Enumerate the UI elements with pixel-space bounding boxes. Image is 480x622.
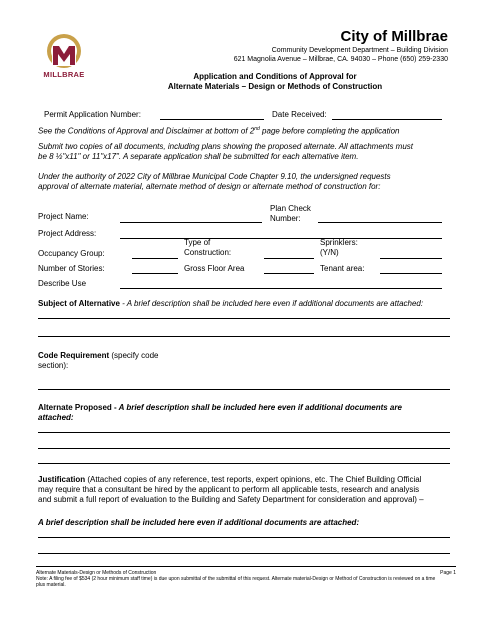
describe-use-label: Describe Use	[38, 279, 87, 288]
plan-check-label-1: Plan Check	[270, 204, 311, 213]
subject-bold: Subject of Alternative	[38, 299, 120, 308]
sprinklers-label-1: Sprinklers:	[320, 238, 358, 247]
authority-text-1: Under the authority of 2022 City of Millbrae Municipal Code Chapter 9.10, the undersigned requests	[38, 172, 391, 181]
code-bold: Code Requirement	[38, 351, 110, 360]
describe-use-field[interactable]	[120, 288, 442, 289]
alternate-proposed-line2: attached:	[38, 413, 74, 422]
alt-italic: A brief description shall be included here even if additional documents are	[116, 403, 402, 412]
justification-line3: and submit a full report of evaluation to the Building and Safety Department for consideration and approval) –	[38, 495, 424, 504]
subject-rest: - A brief description shall be included here even if additional documents are attached:	[119, 299, 424, 308]
tenant-area-label: Tenant area:	[320, 264, 365, 273]
city-title: City of Millbrae	[340, 28, 448, 45]
form-title-line2: Alternate Materials – Design or Methods of Construction	[167, 82, 383, 91]
project-name-label: Project Name:	[38, 212, 89, 221]
justification-heading	[38, 475, 421, 485]
brief-description-heading: A brief description shall be included here even if additional documents are attached:	[38, 518, 360, 527]
just-rest: (Attached copies of any reference, test reports, expert opinions, etc. The Chief Building Official	[85, 475, 422, 484]
see-conditions-text: See the Conditions of Approval and Disclaimer at bottom of 2	[38, 126, 255, 136]
just-bold: Justification	[38, 475, 86, 484]
number-of-stories-field[interactable]	[132, 273, 178, 274]
department-name: Community Development Department – Building Division	[271, 47, 448, 54]
gross-floor-area-label: Gross Floor Area	[184, 264, 245, 273]
project-address-label: Project Address:	[38, 229, 97, 238]
submit-instructions-2: be 8 ½"x11" or 11"x17". A separate application shall be submitted for each alternative item.	[38, 152, 359, 161]
authority-text-2: approval of alternate material, alternate method of design or alternate method of construction for:	[38, 182, 381, 191]
code-requirement-line2: section):	[38, 361, 69, 370]
sprinklers-label-2: (Y/N)	[320, 248, 339, 257]
millbrae-logo	[40, 32, 88, 82]
code-requirement-line[interactable]	[38, 389, 450, 390]
permit-number-field[interactable]	[160, 119, 264, 120]
see-conditions-sup: nd	[254, 126, 260, 132]
footer-note-1: Note: A filing fee of $534 (2 hour minimum staff time) is due upon submittal of the submittal of this request. Alternate material-Design or Method of Construction is reviewed on a time	[36, 576, 436, 582]
justification-line-1[interactable]	[38, 537, 450, 538]
code-requirement-heading	[38, 351, 158, 361]
permit-label: Permit Application Number:	[44, 110, 141, 119]
plan-check-label-2: Number:	[270, 214, 301, 223]
alternate-line-1[interactable]	[38, 432, 450, 433]
code-rest: (specify code	[109, 351, 159, 360]
plan-check-number-field[interactable]	[318, 222, 442, 223]
date-received-label: Date Received:	[272, 110, 327, 119]
alternate-line-2[interactable]	[38, 448, 450, 449]
gross-floor-area-field[interactable]	[264, 273, 314, 274]
occupancy-group-label: Occupancy Group:	[38, 249, 105, 258]
alt-bold: Alternate Proposed -	[38, 403, 117, 412]
footer-divider	[36, 566, 456, 567]
see-conditions-after: page before completing the application	[259, 126, 400, 136]
submit-instructions-1: Submit two copies of all documents, including plans showing the proposed alternate. All attachments must	[38, 142, 414, 151]
footer-page-number: Page 1	[440, 570, 456, 576]
type-of-label-2: Construction:	[184, 248, 232, 257]
justification-line2: may require that a consultant be hired by the applicant to perform all applicable tests, research and analysis	[38, 485, 420, 494]
construction-type-field[interactable]	[264, 258, 314, 259]
project-name-field[interactable]	[120, 222, 262, 223]
subject-line-1[interactable]	[38, 318, 450, 319]
department-address: 621 Magnolia Avenue – Millbrae, CA. 94030 – Phone (650) 259-2330	[233, 56, 448, 63]
date-received-field[interactable]	[332, 119, 442, 120]
see-conditions-note	[38, 124, 399, 137]
alternate-proposed-heading	[38, 403, 402, 413]
project-address-field[interactable]	[120, 238, 442, 239]
justification-line-2[interactable]	[38, 553, 450, 554]
footer-form-name: Alternate Materials-Design or Methods of Construction	[36, 570, 157, 576]
footer-note-2: plus material.	[36, 582, 66, 588]
form-title-line1: Application and Conditions of Approval for	[193, 72, 357, 81]
logo-text: MILLBRAE	[43, 70, 85, 79]
tenant-area-field[interactable]	[380, 273, 442, 274]
subject-of-alternative-heading	[38, 299, 423, 309]
city-seal-icon	[40, 32, 88, 70]
subject-line-2[interactable]	[38, 336, 450, 337]
sprinklers-field[interactable]	[380, 258, 442, 259]
occupancy-group-field[interactable]	[132, 258, 178, 259]
type-of-label-1: Type of	[184, 238, 211, 247]
number-of-stories-label: Number of Stories:	[38, 264, 105, 273]
alternate-line-3[interactable]	[38, 463, 450, 464]
